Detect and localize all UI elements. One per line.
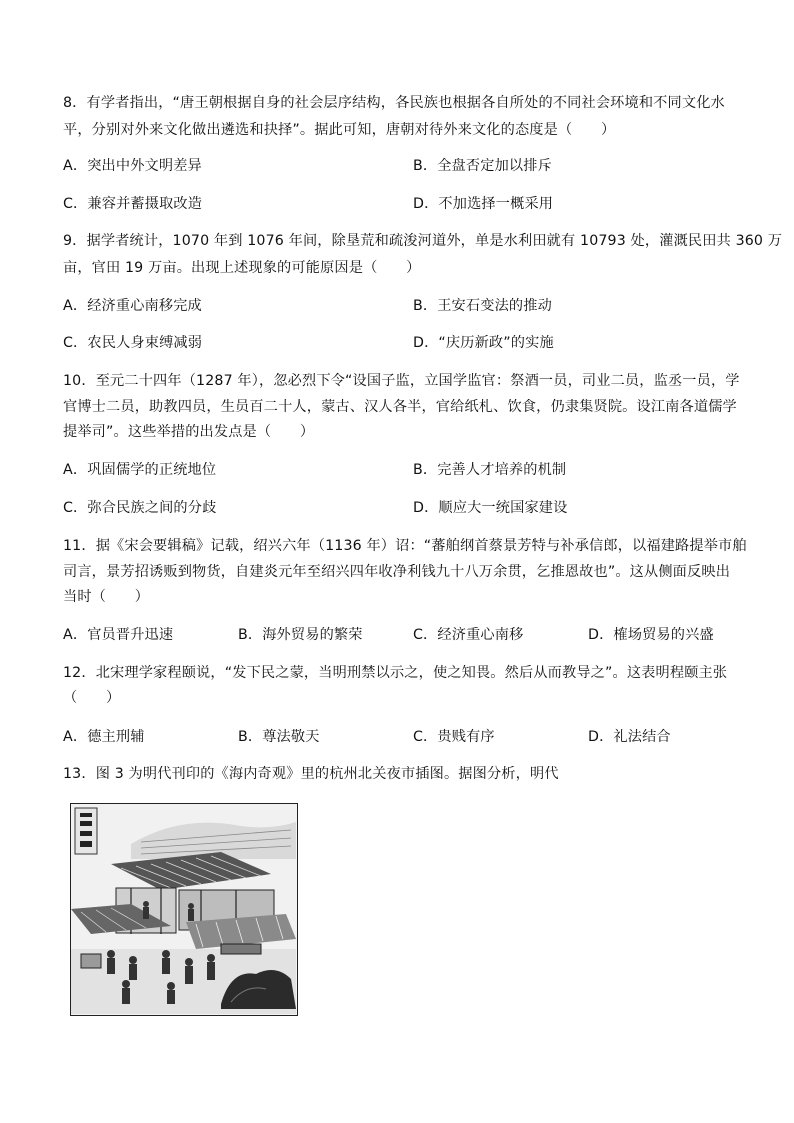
q9-option-d: D．“庆历新政”的实施 xyxy=(413,335,554,351)
night-market-picture xyxy=(71,804,296,1014)
q8-option-c: C．兼容并蓄摄取改造 xyxy=(63,196,203,212)
q11-option-d: D．榷场贸易的兴盛 xyxy=(588,627,714,643)
q8-option-a: A．突出中外文明差异 xyxy=(63,158,202,174)
q9-stem-line-2: 亩，官田 19 万亩。出现上述现象的可能原因是（ ） xyxy=(63,260,421,276)
q10-option-d: D．顺应大一统国家建设 xyxy=(413,500,568,516)
q11-stem-line-1: 11．据《宋会要辑稿》记载，绍兴六年（1136 年）诏：“蕃舶纲首蔡景芳特与补承信郎，以福建路提举市舶 xyxy=(63,538,747,554)
q12-stem-line-1: 12．北宋理学家程颐说，“发下民之蒙，当明刑禁以示之，使之知畏。然后从而教导之”。这表明程颐主张 xyxy=(63,665,728,681)
q10-stem-line-3: 提举司”。这些举措的出发点是（ ） xyxy=(63,424,315,440)
q12-option-c: C．贵贱有序 xyxy=(413,729,495,745)
q10-option-b: B．完善人才培养的机制 xyxy=(413,462,567,478)
q11-option-c: C．经济重心南移 xyxy=(413,627,524,643)
q8-option-b: B．全盘否定加以排斥 xyxy=(413,158,552,174)
q11-option-a: A．官员晋升迅速 xyxy=(63,627,174,643)
woodblock-market-illustration xyxy=(70,803,298,1016)
q12-option-d: D．礼法结合 xyxy=(588,729,671,745)
q8-stem-line-2: 平，分别对外来文化做出遴选和抉择”。据此可知，唐朝对待外来文化的态度是（ ） xyxy=(63,122,616,138)
q10-stem-line-1: 10．至元二十四年（1287 年），忽必烈下令“设国子监，立国学监官：祭酒一员，司业二员，监丞一员，学 xyxy=(63,373,740,389)
q9-option-c: C．农民人身束缚减弱 xyxy=(63,335,203,351)
q9-stem-line-1: 9．据学者统计，1070 年到 1076 年间，除垦荒和疏浚河道外，单是水利田就有 10793 处，灌溉民田共 360 万 xyxy=(63,233,783,249)
q8-stem-line-1: 8．有学者指出，“唐王朝根据自身的社会层序结构，各民族也根据各自所处的不同社会环境和不同文化水 xyxy=(63,95,725,111)
q11-option-b: B．海外贸易的繁荣 xyxy=(238,627,363,643)
q13-stem-line-1: 13．图 3 为明代刊印的《海内奇观》里的杭州北关夜市插图。据图分析，明代 xyxy=(63,766,559,782)
q11-stem-line-3: 当时（ ） xyxy=(63,589,150,605)
q11-stem-line-2: 司言，景芳招诱贩到物货，自建炎元年至绍兴四年收净利钱九十八万余贯，乞推恩故也”。这从侧面反映出 xyxy=(63,564,731,580)
q12-option-b: B．尊法敬天 xyxy=(238,729,320,745)
q9-option-b: B．王安石变法的推动 xyxy=(413,298,552,314)
q8-option-d: D．不加选择一概采用 xyxy=(413,196,554,212)
q12-option-a: A．德主刑辅 xyxy=(63,729,145,745)
q10-option-a: A．巩固儒学的正统地位 xyxy=(63,462,217,478)
q12-stem-line-2: （ ） xyxy=(63,690,121,706)
q9-option-a: A．经济重心南移完成 xyxy=(63,298,202,314)
q10-option-c: C．弥合民族之间的分歧 xyxy=(63,500,217,516)
q10-stem-line-2: 官博士二员，助教四员，生员百二十人，蒙古、汉人各半，官给纸札、饮食，仍隶集贤院。设江南各道儒学 xyxy=(63,399,737,415)
